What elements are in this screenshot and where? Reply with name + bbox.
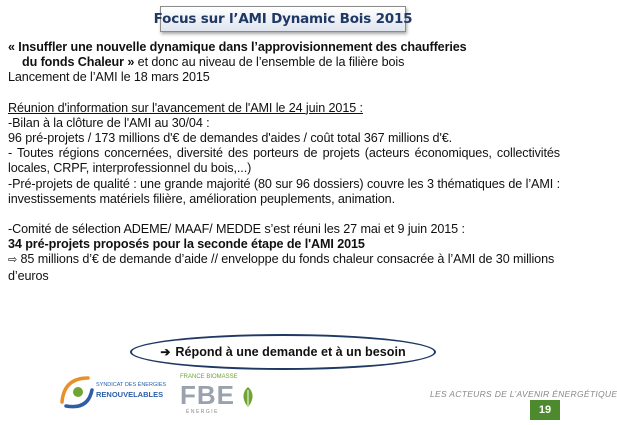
- meeting-regions: - Toutes régions concernées, diversité des porteurs de projets (acteurs économiques, collectivités locales, CRPF, interprofessionnel du bois,...): [8, 146, 560, 176]
- meeting-stats: 96 pré-projets / 173 millions d'€ de demandes d'aides / coût total 367 millions d'€.: [8, 131, 453, 146]
- meeting-heading: Réunion d'information sur l'avancement de l'AMI le 24 juin 2015 :: [8, 100, 363, 115]
- committee-selected: 34 pré-projets proposés pour la seconde étape de l'AMI 2015: [8, 237, 365, 252]
- slide-title-box: [153, 6, 413, 32]
- slide-body: [8, 40, 560, 284]
- page-number: 19: [530, 400, 560, 420]
- fbe-logo-bottom: ÉNERGIE: [186, 409, 220, 415]
- conclusion-text: Répond à une demande et à un besoin: [175, 345, 406, 359]
- fbe-logo-top: FRANCE BIOMASSE: [180, 374, 238, 380]
- outline-arrow-icon: ⇨: [8, 254, 18, 267]
- fbe-logo: [180, 372, 270, 416]
- intro-quote: [8, 40, 560, 55]
- slide-title: Focus sur l’AMI Dynamic Bois 2015: [153, 11, 413, 27]
- ser-logo-line2: RENOUVELABLES: [96, 390, 164, 399]
- intro-quote-rest: et donc au niveau de l’ensemble de la filière bois: [134, 55, 405, 70]
- intro-quote-bold-2: du fonds Chaleur »: [22, 55, 135, 70]
- right-arrow-icon: ➔: [160, 345, 171, 359]
- committee-amount-line: [8, 252, 560, 283]
- footer-tagline: LES ACTEURS DE L’AVENIR ÉNERGÉTIQUE: [430, 389, 617, 399]
- fbe-logo-letters: FBE: [180, 380, 235, 410]
- committee-amount: 85 millions d’€ de demande d’aide // enveloppe du fonds chaleur consacrée à l’AMI de 30 millions d’euros: [8, 252, 555, 283]
- leaf-icon: [240, 386, 256, 408]
- committee-line: -Comité de sélection ADEME/ MAAF/ MEDDE s’est réuni les 27 mai et 9 juin 2015 :: [8, 222, 465, 237]
- conclusion-oval: [130, 334, 436, 370]
- ser-logo-line1: SYNDICAT DES ÉNERGIES: [96, 382, 167, 388]
- launch-date: Lancement de l’AMI le 18 mars 2015: [8, 70, 210, 85]
- ser-logo: [58, 372, 167, 412]
- meeting-bilan: -Bilan à la clôture de l'AMI au 30/04 :: [8, 115, 210, 130]
- meeting-quality: -Pré-projets de qualité : une grande majorité (80 sur 96 dossiers) couvre les 3 thématiques de l’AMI : investissements matériels filière, amélioration peuplements, animation.: [8, 176, 560, 206]
- intro-quote-cont: [8, 55, 560, 70]
- intro-quote-bold-1: « Insuffler une nouvelle dynamique dans l’approvisionnement des chaufferies: [8, 40, 467, 54]
